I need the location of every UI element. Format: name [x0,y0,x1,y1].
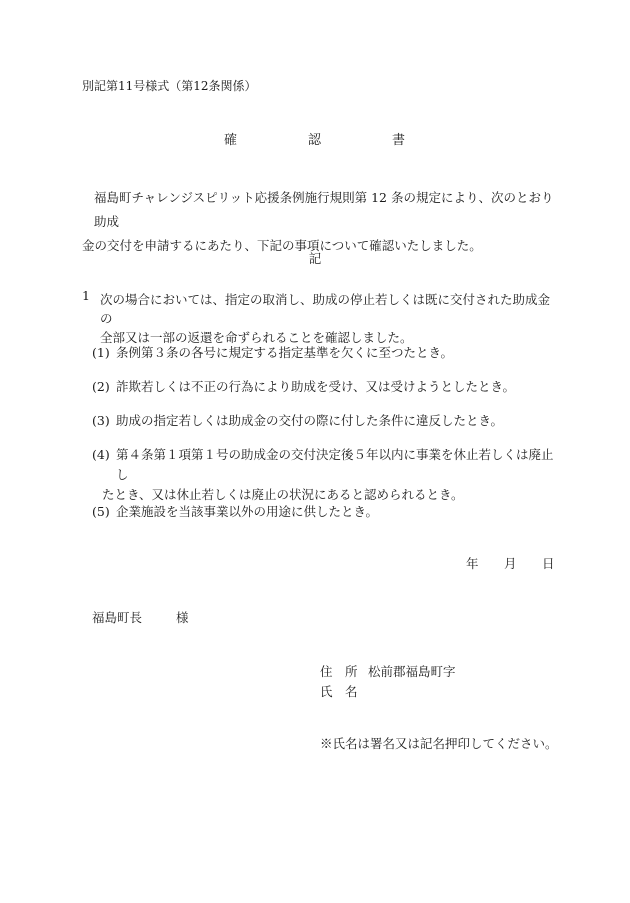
intro-line-1: 福島町チャレンジスピリット応援条例施行規則第 12 条の規定により、次のとおり助成 [94,190,554,229]
sub-item-4-line-1: 第４条第１項第１号の助成金の交付決定後５年以内に事業を休止若しくは廃止し [116,447,554,482]
address-value: 松前郡福島町字 [368,664,456,679]
intro-line-2: 金の交付を申請するにあたり、下記の事項について確認いたしました。 [82,238,482,253]
sub-item-5-number: (5) [92,504,110,519]
item-1-line-1: 次の場合においては、指定の取消し、助成の停止若しくは既に交付された助成金の [100,292,551,326]
signature-note: ※氏名は署名又は記名押印してください。 [320,736,558,751]
intro-paragraph [82,186,562,258]
sub-item-1-line-1: 条例第３条の各号に規定する指定基準を欠くに至つたとき。 [116,345,454,360]
sub-item-4 [92,445,562,505]
sub-item-2-line-1: 詐欺若しくは不正の行為により助成を受け、又は受けようとしたとき。 [116,379,516,394]
date-month-label: 月 [504,556,517,571]
name-label: 氏 名 [320,684,358,699]
sub-item-4-number: (4) [92,447,110,462]
ki-heading: 記 [308,251,322,266]
form-number: 別記第11号様式（第12条関係） [82,79,257,93]
sub-item-4-line-2: たとき、又は休止若しくは廃止の状況にあると認められるとき。 [102,487,464,502]
addressee-name: 福島町長 [92,610,143,625]
sub-item-3-number: (3) [92,413,110,428]
title-char-2: 認 [308,133,322,148]
item-1-line-2: 全部又は一部の返還を命ずられることを確認しました。 [100,330,413,345]
sub-item-3 [92,411,562,431]
date-year-label: 年 [466,556,479,571]
item-1-number: 1 [82,288,90,303]
title-char-1: 確 [224,133,238,148]
sub-item-5-line-1: 企業施設を当該事業以外の用途に供したとき。 [116,504,379,519]
document-title [0,134,630,150]
item-1-text [100,290,560,347]
addressee-honorific: 様 [176,610,189,625]
sub-item-2 [92,377,562,397]
sub-item-3-line-1: 助成の指定若しくは助成金の交付の際に付した条件に違反したとき。 [116,413,504,428]
sub-item-5 [92,502,562,522]
title-char-3: 書 [392,133,406,148]
sub-item-1 [92,343,562,363]
sub-item-2-number: (2) [92,379,110,394]
sub-item-1-number: (1) [92,345,110,360]
date-day-label: 日 [542,556,555,571]
address-label: 住 所 [320,664,358,679]
